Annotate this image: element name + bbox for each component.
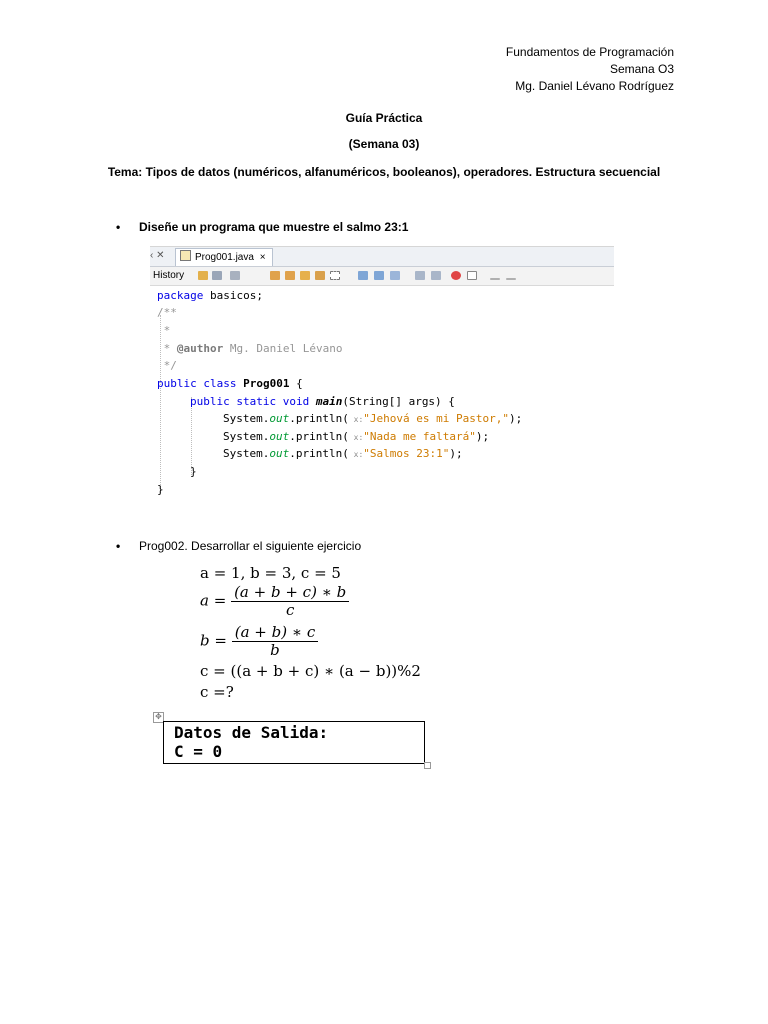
formula-a-denominator: c [285, 601, 295, 619]
string-literal: "Jehová es mi Pastor," [363, 412, 509, 425]
code-line-6 [157, 375, 303, 392]
comment-star: * [157, 342, 177, 355]
out-field: out [269, 447, 290, 460]
system-class: System. [223, 412, 270, 425]
find-selection-icon[interactable] [300, 271, 310, 280]
param-hint: x: [348, 415, 364, 424]
history-button[interactable]: History [153, 270, 185, 281]
ide-screenshot [150, 246, 614, 501]
bullet-icon: • [116, 539, 121, 553]
formula-a-lhs: a = [200, 591, 227, 610]
rect-select-icon[interactable] [330, 271, 340, 280]
shift-right-icon[interactable] [431, 271, 441, 280]
code-line-11: } [190, 465, 197, 478]
page-title: Guía Práctica [345, 111, 423, 125]
formula-b-denominator: b [270, 641, 280, 659]
formula-c-question: c =? [200, 683, 234, 701]
package-keyword: package [157, 289, 204, 302]
statement-end: ); [449, 447, 463, 460]
bullet-text: Prog002. Desarrollar el siguiente ejercicio [139, 539, 362, 553]
code-line-1 [157, 287, 263, 304]
output-heading: Datos de Salida: [174, 723, 329, 742]
uncomment-icon[interactable] [506, 278, 516, 280]
bullet-icon: • [116, 220, 121, 234]
class-brace: { [289, 377, 303, 390]
comment-icon[interactable] [490, 278, 500, 280]
statement-end: ); [475, 430, 490, 443]
topic-line: Tema: Tipos de datos (numéricos, alfanuméricos, booleanos), operadores. Estructura secuencial [107, 165, 661, 179]
document-header [506, 44, 674, 95]
output-value: C = 0 [174, 742, 223, 761]
println-call: .println( [289, 430, 349, 443]
system-class: System. [223, 447, 270, 460]
stop-macro-icon[interactable] [467, 271, 477, 280]
editor-toolbar [150, 267, 614, 286]
formula-c: c = ((a + b + c) ∗ (a − b))%2 [200, 662, 421, 680]
class-keyword: public class [157, 377, 244, 390]
param-hint: x: [348, 433, 364, 442]
tab-label: Prog001.java [195, 252, 254, 263]
code-line-3: * [157, 324, 171, 337]
tab-prog001[interactable] [175, 248, 273, 266]
move-handle-icon[interactable]: ✥ [153, 712, 164, 723]
code-line-7 [190, 393, 455, 410]
println-call: .println( [289, 412, 349, 425]
formula-b-lhs: b = [200, 631, 227, 650]
teacher-name: Mg. Daniel Lévano Rodríguez [515, 79, 674, 93]
string-literal: "Nada me faltará" [363, 430, 476, 443]
main-method-name: main [315, 395, 343, 408]
bullet-text: Diseñe un programa que muestre el salmo 23:1 [139, 220, 409, 234]
find-next-icon[interactable] [285, 271, 295, 280]
next-bookmark-icon[interactable] [374, 271, 384, 280]
page-subtitle: (Semana 03) [348, 137, 420, 151]
main-keywords: public static void [190, 395, 316, 408]
course-name: Fundamentos de Programación [505, 45, 674, 59]
code-line-8 [223, 410, 522, 427]
string-literal: "Salmos 23:1" [363, 447, 450, 460]
output-box [163, 721, 425, 764]
resize-handle[interactable] [424, 762, 431, 769]
author-name: Mg. Daniel Lévano [223, 342, 343, 355]
bullet-item-salmo [116, 220, 408, 234]
find-prev-icon[interactable] [270, 271, 280, 280]
record-macro-icon[interactable] [451, 271, 461, 280]
bullet-item-prog002 [116, 539, 361, 553]
formula-a-numerator: (a + b + c) ∗ b [231, 584, 349, 602]
forward-icon[interactable] [230, 271, 240, 280]
author-tag: @author [176, 342, 224, 355]
formula-b [200, 624, 318, 659]
toggle-bookmark-icon[interactable] [390, 271, 400, 280]
formula-b-numerator: (a + b) ∗ c [232, 624, 319, 642]
formula-a-fraction [231, 584, 349, 619]
java-file-icon [180, 250, 191, 261]
code-line-12: } [157, 483, 164, 496]
tab-scroll-icon[interactable]: ‹ ✕ [150, 250, 165, 261]
class-name: Prog001 [243, 377, 290, 390]
week-label: Semana O3 [609, 62, 674, 76]
editor-tab-bar [150, 247, 614, 267]
code-line-10 [223, 445, 463, 462]
package-name: basicos; [203, 289, 263, 302]
main-args: (String[] args) { [342, 395, 455, 408]
statement-end: ); [509, 412, 523, 425]
prev-bookmark-icon[interactable] [358, 271, 368, 280]
formula-a [200, 584, 349, 619]
param-hint: x: [348, 450, 364, 459]
code-line-5: */ [157, 359, 177, 372]
system-class: System. [223, 430, 270, 443]
toggle-highlight-icon[interactable] [315, 271, 325, 280]
back-icon[interactable] [212, 271, 222, 280]
tab-close-icon[interactable]: × [259, 252, 266, 263]
out-field: out [269, 412, 290, 425]
formula-initial-values: a = 1, b = 3, c = 5 [200, 564, 341, 582]
formula-b-fraction [232, 624, 319, 659]
println-call: .println( [289, 447, 349, 460]
shift-left-icon[interactable] [415, 271, 425, 280]
code-line-9 [223, 428, 489, 445]
source-icon[interactable] [198, 271, 208, 280]
code-line-2: /** [157, 306, 177, 319]
out-field: out [269, 430, 290, 443]
code-line-4 [157, 340, 342, 357]
